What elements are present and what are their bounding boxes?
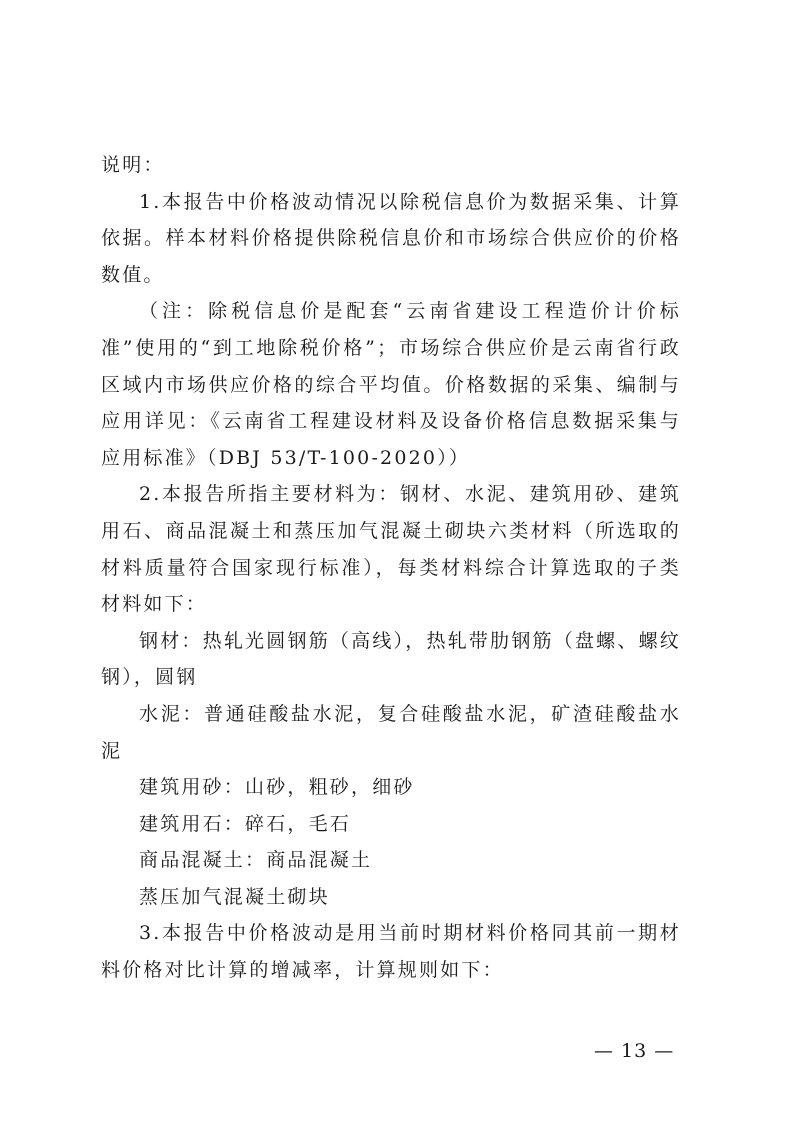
material-item-sand: 建筑用砂：山砂，粗砂，细砂 xyxy=(139,776,415,799)
material-item-stone: 建筑用石：碎石，毛石 xyxy=(139,812,352,835)
material-item-concrete: 商品混凝土：商品混凝土 xyxy=(139,849,373,872)
paragraph-3: 3.本报告中价格波动是用当前时期材料价格同其前一期材料价格对比计算的增减率，计算规则如下： xyxy=(101,922,681,982)
material-item-steel: 钢材：热轧光圆钢筋（高线），热轧带肋钢筋（盘螺、螺纹钢），圆钢 xyxy=(101,629,681,689)
section-heading: 说明： xyxy=(101,154,165,176)
page-number: — 13 — xyxy=(594,1040,675,1062)
document-body xyxy=(101,147,681,989)
paragraph-1-note: （注：除税信息价是配套“云南省建设工程造价计价标准”使用的“到工地除税价格”；市场综合供应价是云南省行政区域内市场供应价格的综合平均值。价格数据的采集、编制与应用详见：《云南省工程建设材料及设备价格信息数据采集与应用标准》（DBJ 53/T-100-2020）） xyxy=(101,300,681,469)
material-item-cement: 水泥：普通硅酸盐水泥，复合硅酸盐水泥，矿渣硅酸盐水泥 xyxy=(101,702,681,762)
paragraph-2: 2.本报告所指主要材料为：钢材、水泥、建筑用砂、建筑用石、商品混凝土和蒸压加气混凝土砌块六类材料（所选取的材料质量符合国家现行标准），每类材料综合计算选取的子类材料如下： xyxy=(101,483,681,616)
material-item-aac-block: 蒸压加气混凝土砌块 xyxy=(139,885,330,908)
paragraph-1: 1.本报告中价格波动情况以除税信息价为数据采集、计算依据。样本材料价格提供除税信息价和市场综合供应价的价格数值。 xyxy=(101,190,681,286)
